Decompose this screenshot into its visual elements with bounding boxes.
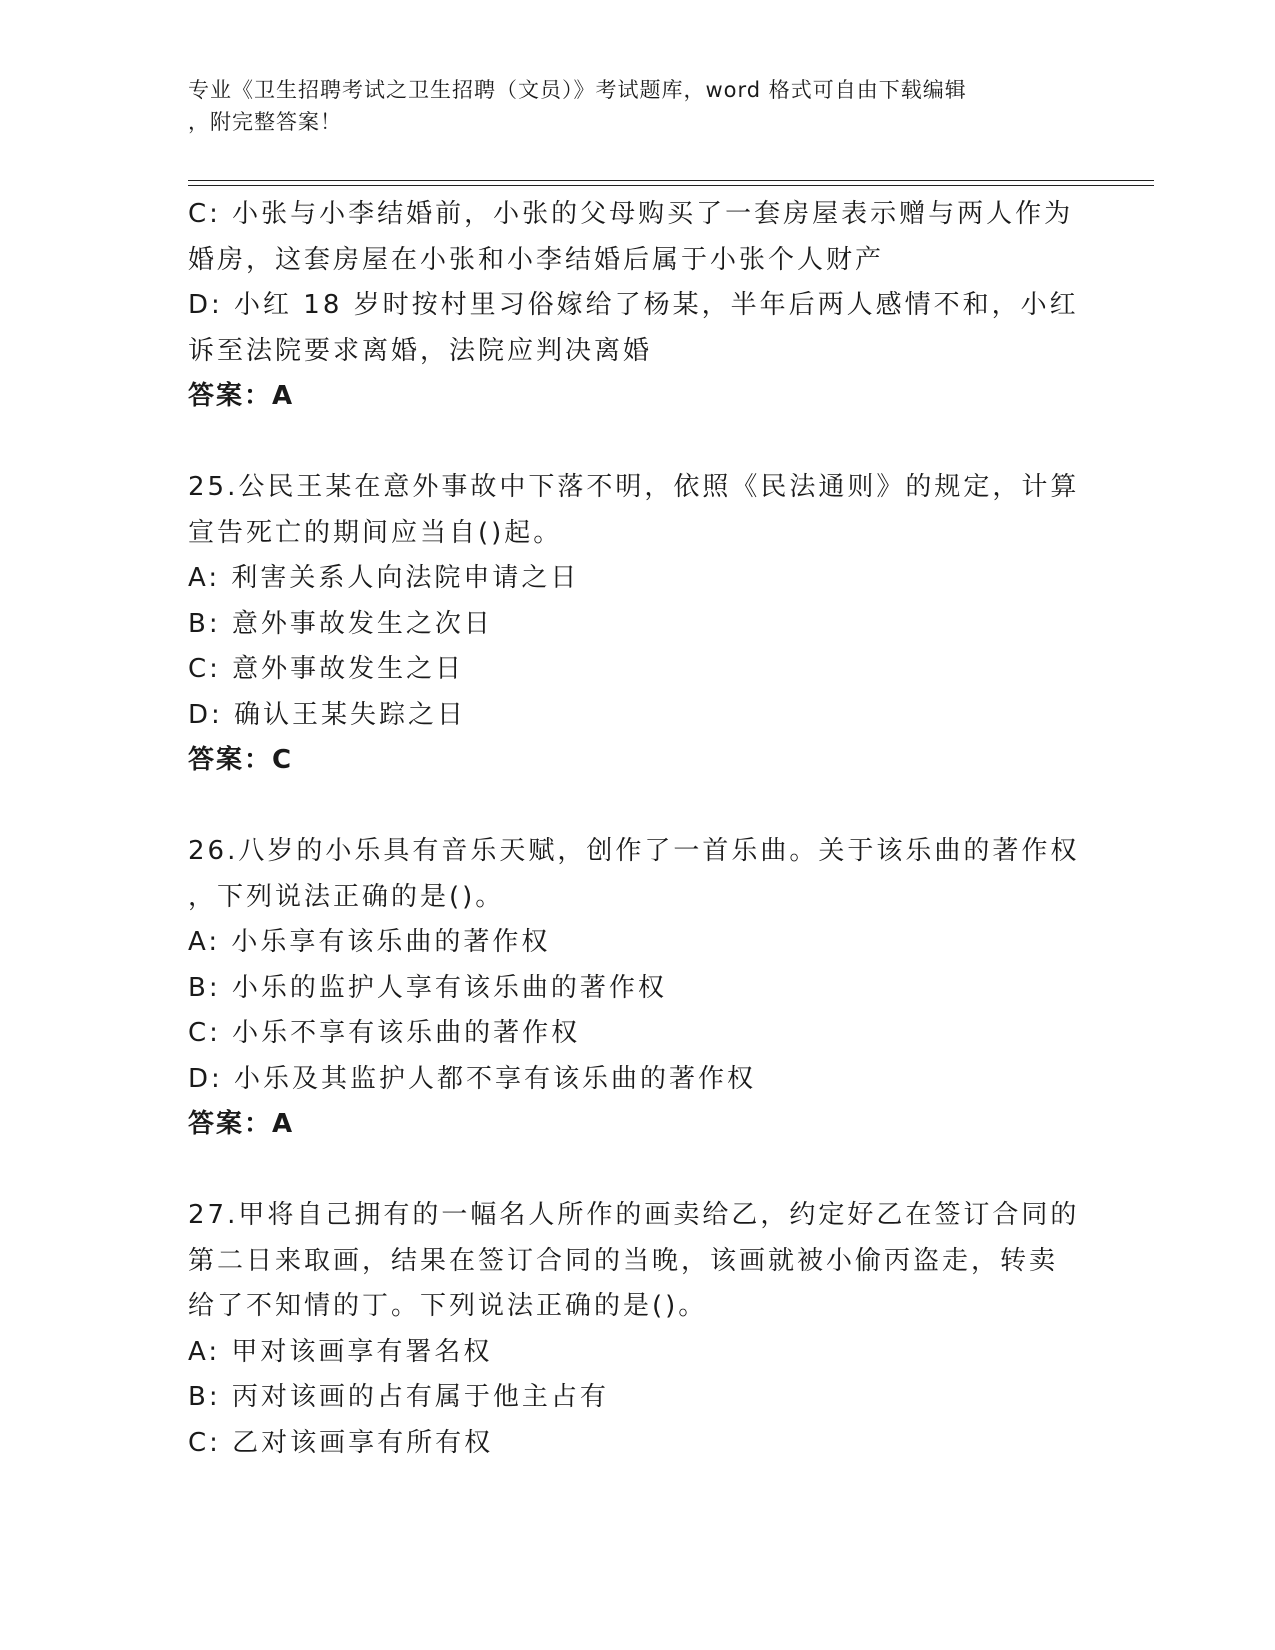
header-line-2: ，附完整答案！: [188, 110, 342, 134]
question-stem-line-2: 宣告死亡的期间应当自()起。: [188, 517, 563, 548]
answer: 答案：A: [188, 1109, 295, 1139]
spacer: [188, 420, 1068, 466]
option-a: A: 利害关系人向法院申请之日: [188, 563, 580, 593]
header-rule-bottom: [188, 185, 1154, 186]
header-line-1: 专业《卫生招聘考试之卫生招聘（文员）》考试题库，word 格式可自由下载编辑: [188, 78, 967, 102]
option-c: C: 意外事故发生之日: [188, 654, 465, 684]
option-c-line-1: C: 小张与小李结婚前，小张的父母购买了一套房屋表示赠与两人作为: [188, 199, 1074, 229]
question-stem-line-2: 第二日来取画，结果在签订合同的当晚，该画就被小偷丙盗走，转卖: [188, 1245, 1059, 1276]
option-c-line-2: 婚房，这套房屋在小张和小李结婚后属于小张个人财产: [188, 244, 885, 275]
option-a: A: 小乐享有该乐曲的著作权: [188, 927, 551, 957]
option-b: B: 小乐的监护人享有该乐曲的著作权: [188, 972, 667, 1003]
option-c: C: 小乐不享有该乐曲的著作权: [188, 1018, 581, 1048]
option-a: A: 甲对该画享有署名权: [188, 1336, 493, 1367]
option-b: B: 丙对该画的占有属于他主占有: [188, 1382, 609, 1412]
header-rule-top: [188, 180, 1154, 181]
option-b: B: 意外事故发生之次日: [188, 608, 493, 639]
question-stem-line-3: 给了不知情的丁。下列说法正确的是()。: [188, 1291, 708, 1321]
answer: 答案：C: [188, 745, 294, 775]
question-stem-line-1: 25.公民王某在意外事故中下落不明，依照《民法通则》的规定，计算: [188, 472, 1080, 502]
option-d-line-2: 诉至法院要求离婚，法院应判决离婚: [188, 335, 653, 366]
answer: 答案：A: [188, 381, 295, 411]
question-block-prev: [188, 192, 1079, 420]
document-header: [188, 74, 1068, 138]
question-stem-line-2: ，下列说法正确的是()。: [188, 881, 505, 912]
option-d-line-1: D: 小红 18 岁时按村里习俗嫁给了杨某，半年后两人感情不和，小红: [188, 290, 1079, 320]
question-block-25: [188, 465, 1080, 784]
question-list: [188, 192, 1080, 1466]
question-stem-line-1: 27.甲将自己拥有的一幅名人所作的画卖给乙，约定好乙在签订合同的: [188, 1200, 1080, 1230]
question-stem-line-1: 26.八岁的小乐具有音乐天赋，创作了一首乐曲。关于该乐曲的著作权: [188, 836, 1080, 866]
option-c: C: 乙对该画享有所有权: [188, 1427, 494, 1458]
option-d: D: 确认王某失踪之日: [188, 699, 467, 730]
question-block-27: [188, 1193, 1080, 1466]
spacer: [188, 784, 1068, 830]
spacer: [188, 1148, 1068, 1194]
question-block-26: [188, 829, 1080, 1148]
option-d: D: 小乐及其监护人都不享有该乐曲的著作权: [188, 1063, 757, 1094]
